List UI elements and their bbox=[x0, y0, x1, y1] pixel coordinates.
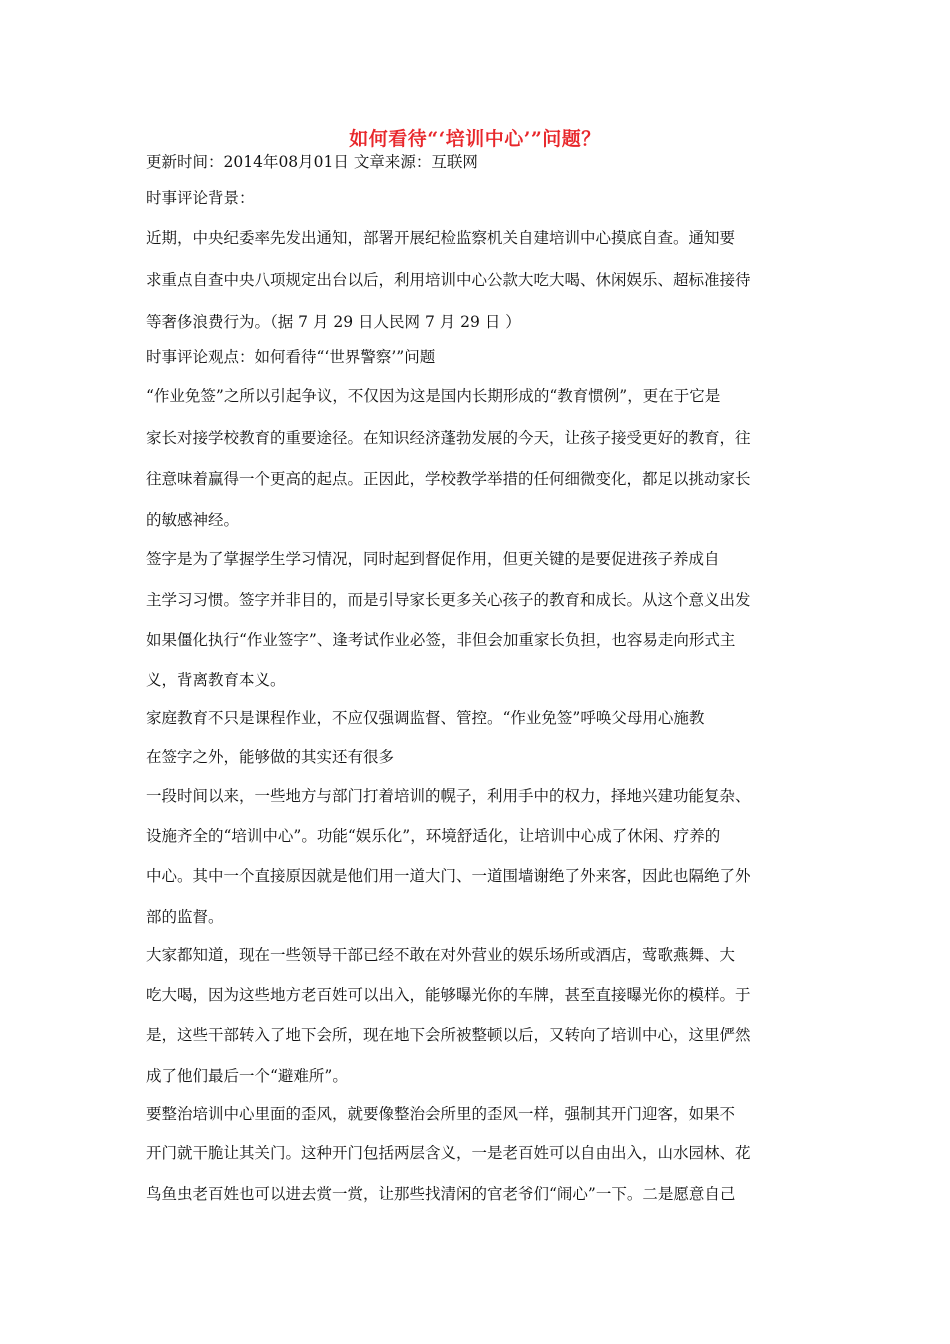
body-line: 设施齐全的“培训中心”。功能“娱乐化”，环境舒适化，让培训中心成了休闲、疗养的 bbox=[146, 827, 721, 845]
body-line: 等奢侈浪费行为。（据 7 月 29 日人民网 7 月 29 日 ） bbox=[146, 313, 521, 331]
body-line: 的敏感神经。 bbox=[146, 511, 240, 529]
body-line: 家庭教育不只是课程作业，不应仅强调监督、管控。“作业免签”呼唤父母用心施教 bbox=[146, 709, 705, 727]
body-line: 鸟鱼虫老百姓也可以进去赏一赏，让那些找清闲的官老爷们“闹心”一下。二是愿意自己 bbox=[146, 1185, 736, 1203]
document-meta: 更新时间：2014年08月01日 文章来源：互联网 bbox=[146, 153, 478, 171]
body-line: “作业免签”之所以引起争议，不仅因为这是国内长期形成的“教育惯例”，更在于它是 bbox=[146, 387, 721, 405]
body-line: 成了他们最后一个“避难所”。 bbox=[146, 1067, 348, 1085]
body-line: 主学习习惯。签字并非目的，而是引导家长更多关心孩子的教育和成长。从这个意义出发 bbox=[146, 591, 751, 609]
body-line: 在签字之外，能够做的其实还有很多 bbox=[146, 748, 395, 766]
body-line: 时事评论观点：如何看待“‘世界警察’”问题 bbox=[146, 348, 436, 366]
body-line: 部的监督。 bbox=[146, 908, 224, 926]
document-title: 如何看待“‘培训中心’”问题？ bbox=[349, 128, 601, 150]
body-line: 要整治培训中心里面的歪风，就要像整治会所里的歪风一样，强制其开门迎客，如果不 bbox=[146, 1105, 736, 1123]
body-line: 求重点自查中央八项规定出台以后，利用培训中心公款大吃大喝、休闲娱乐、超标准接待 bbox=[146, 271, 751, 289]
body-line: 一段时间以来，一些地方与部门打着培训的幌子，利用手中的权力，择地兴建功能复杂、 bbox=[146, 787, 751, 805]
body-line: 大家都知道，现在一些领导干部已经不敢在对外营业的娱乐场所或酒店，莺歌燕舞、大 bbox=[146, 946, 736, 964]
body-line: 中心。其中一个直接原因就是他们用一道大门、一道围墙谢绝了外来客，因此也隔绝了外 bbox=[146, 867, 751, 885]
body-line: 时事评论背景： bbox=[146, 189, 255, 207]
body-line: 如果僵化执行“作业签字”、逢考试作业必签，非但会加重家长负担，也容易走向形式主 bbox=[146, 631, 736, 649]
body-line: 义，背离教育本义。 bbox=[146, 671, 286, 689]
body-line: 吃大喝，因为这些地方老百姓可以出入，能够曝光你的车牌，甚至直接曝光你的模样。于 bbox=[146, 986, 751, 1004]
body-line: 是，这些干部转入了地下会所，现在地下会所被整顿以后，又转向了培训中心，这里俨然 bbox=[146, 1026, 751, 1044]
body-line: 开门就干脆让其关门。这种开门包括两层含义，一是老百姓可以自由出入，山水园林、花 bbox=[146, 1144, 751, 1162]
body-line: 签字是为了掌握学生学习情况，同时起到督促作用，但更关键的是要促进孩子养成自 bbox=[146, 550, 720, 568]
body-line: 往意味着赢得一个更高的起点。正因此，学校教学举措的任何细微变化，都足以挑动家长 bbox=[146, 470, 751, 488]
body-line: 近期，中央纪委率先发出通知，部署开展纪检监察机关自建培训中心摸底自查。通知要 bbox=[146, 229, 736, 247]
body-line: 家长对接学校教育的重要途径。在知识经济蓬勃发展的今天，让孩子接受更好的教育，往 bbox=[146, 429, 751, 447]
